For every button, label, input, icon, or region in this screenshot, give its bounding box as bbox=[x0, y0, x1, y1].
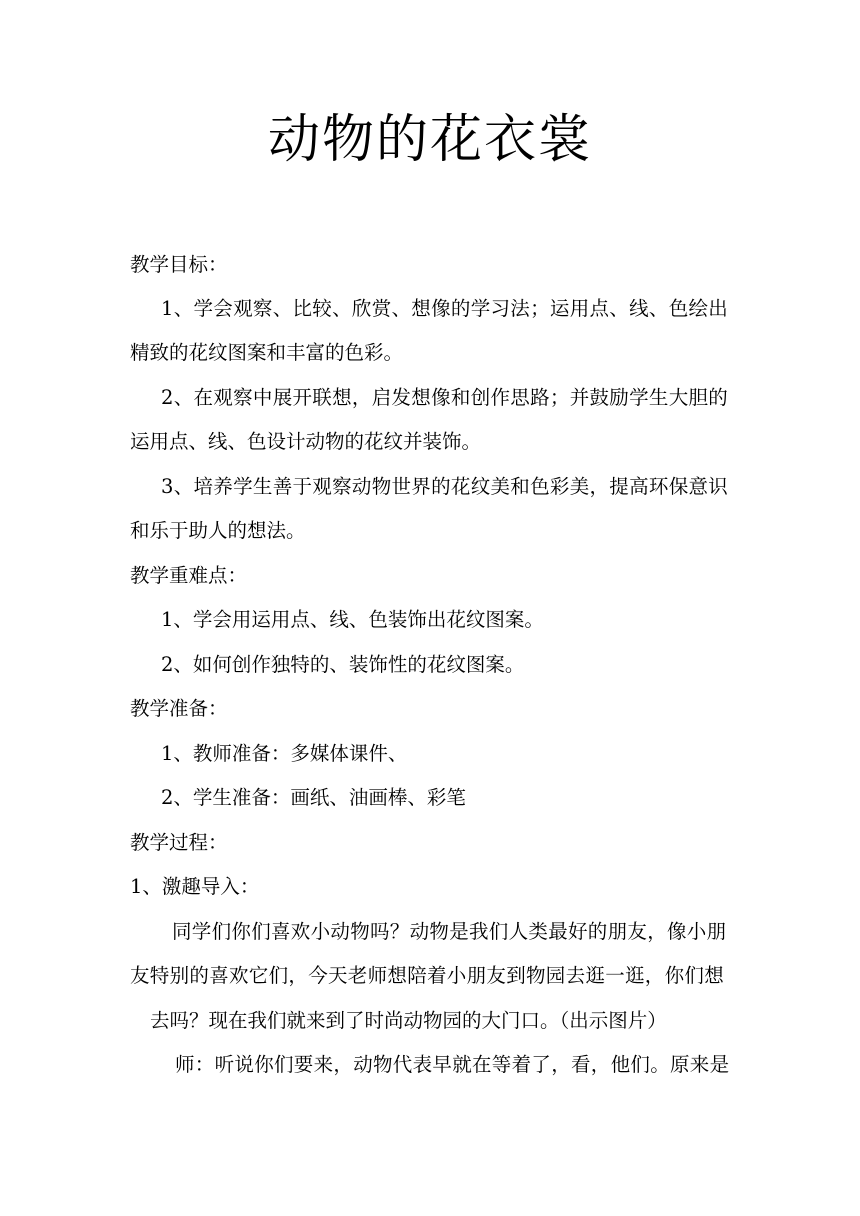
paragraph-line: 去吗？现在我们就来到了时尚动物园的大门口。（出示图片） bbox=[150, 1009, 667, 1032]
heading-process: 教学过程： bbox=[130, 831, 228, 854]
paragraph-line: 2、学生准备：画纸、油画棒、彩笔 bbox=[161, 786, 466, 809]
paragraph-line: 2、如何创作独特的、装饰性的花纹图案。 bbox=[161, 653, 525, 676]
paragraph-line: 3、培养学生善于观察动物世界的花纹美和色彩美，提高环保意识 bbox=[161, 475, 729, 498]
paragraph-line: 和乐于助人的想法。 bbox=[130, 519, 306, 542]
paragraph-line: 友特别的喜欢它们，今天老师想陪着小朋友到物园去逛一逛，你们想 bbox=[130, 964, 725, 987]
paragraph-line: 1、学会观察、比较、欣赏、想像的学习法；运用点、线、色绘出 bbox=[161, 297, 729, 320]
paragraph-line: 同学们你们喜欢小动物吗？动物是我们人类最好的朋友，像小朋 bbox=[172, 920, 727, 943]
document-title: 动物的花衣裳 bbox=[267, 110, 592, 170]
paragraph-line: 1、教师准备：多媒体课件、 bbox=[161, 742, 408, 765]
paragraph-line: 2、在观察中展开联想，启发想像和创作思路；并鼓励学生大胆的 bbox=[161, 386, 729, 409]
paragraph-line: 师：听说你们要来，动物代表早就在等着了，看，他们。原来是 bbox=[175, 1053, 730, 1076]
heading-preparation: 教学准备： bbox=[130, 697, 228, 720]
paragraph-line: 1、学会用运用点、线、色装饰出花纹图案。 bbox=[161, 608, 544, 631]
heading-objectives: 教学目标： bbox=[130, 253, 228, 276]
heading-key-points: 教学重难点： bbox=[130, 564, 248, 587]
subheading-intro: 1、激趣导入： bbox=[130, 875, 260, 898]
paragraph-line: 精致的花纹图案和丰富的色彩。 bbox=[130, 341, 404, 364]
paragraph-line: 运用点、线、色设计动物的花纹并装饰。 bbox=[130, 430, 482, 453]
